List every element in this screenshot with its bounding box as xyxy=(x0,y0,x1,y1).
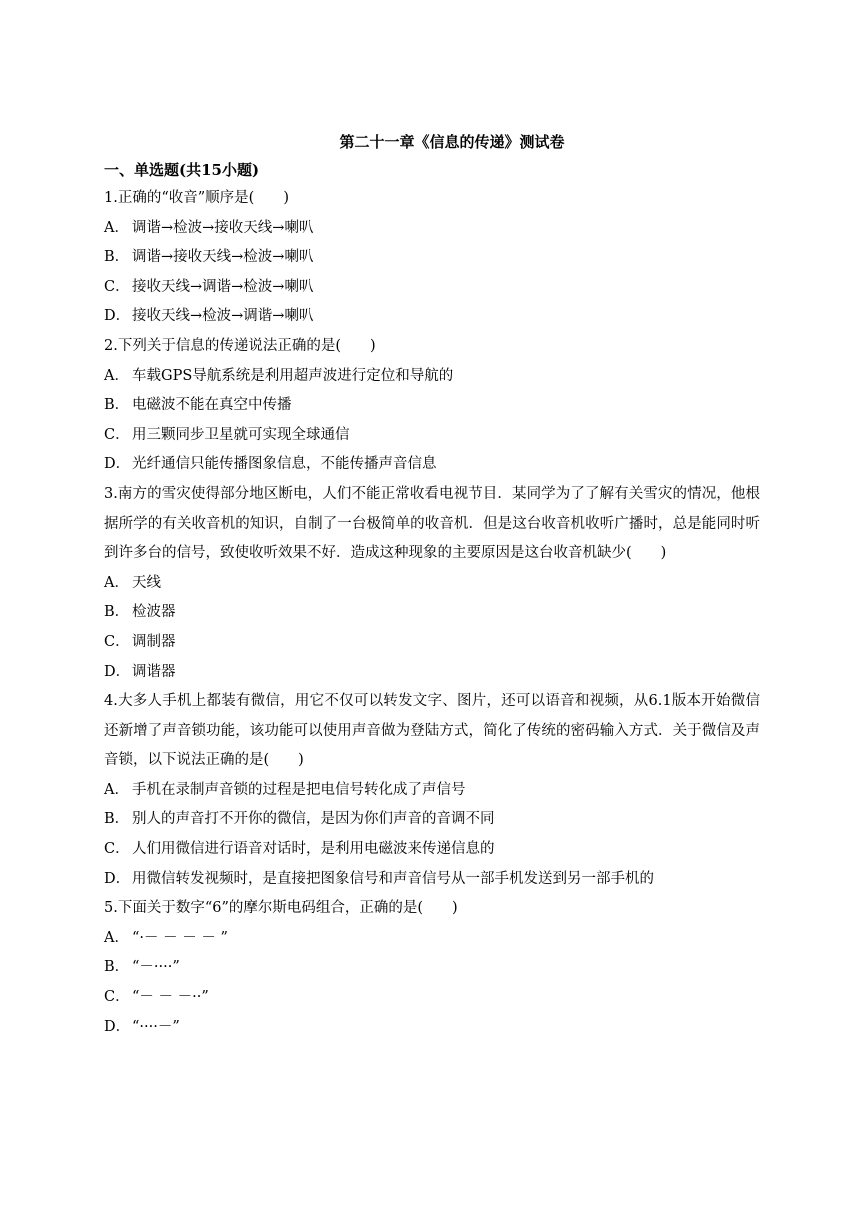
option-text: 车载GPS导航系统是利用超声波进行定位和导航的 xyxy=(132,367,454,384)
option-text: 用微信转发视频时，是直接把图象信号和声音信号从一部手机发送到另一部手机的 xyxy=(132,870,654,887)
question-3-option-a xyxy=(104,569,760,599)
option-text: 电磁波不能在真空中传播 xyxy=(132,397,292,414)
question-1-option-c xyxy=(104,273,760,303)
question-5-stem: 5.下面关于数字“6”的摩尔斯电码组合，正确的是( ) xyxy=(104,900,458,917)
option-letter: C． xyxy=(104,841,130,858)
option-letter: A． xyxy=(104,574,129,591)
option-letter: B． xyxy=(104,397,130,414)
question-2-stem: 2.下列关于信息的传递说法正确的是( ) xyxy=(104,337,376,354)
option-text: 光纤通信只能传播图象信息，不能传播声音信息 xyxy=(132,456,437,473)
option-letter: D． xyxy=(104,870,131,887)
option-letter: B． xyxy=(104,959,130,976)
option-letter: B． xyxy=(104,604,130,621)
option-text: “－····” xyxy=(132,959,180,976)
option-text: 检波器 xyxy=(132,604,176,621)
question-4-option-b xyxy=(104,805,760,835)
question-2-option-b xyxy=(104,391,760,421)
question-5-option-d xyxy=(104,1013,760,1043)
option-letter: D． xyxy=(104,663,131,680)
question-3-option-c xyxy=(104,628,760,658)
question-1-option-a xyxy=(104,214,760,244)
option-letter: A． xyxy=(104,367,129,384)
question-1-option-d xyxy=(104,302,760,332)
option-letter: D． xyxy=(104,308,131,325)
question-1-stem: 1.正确的“收音”顺序是( ) xyxy=(104,190,289,206)
question-3-option-b xyxy=(104,598,760,628)
question-4-option-c xyxy=(104,835,760,865)
option-text: 手机在录制声音锁的过程是把电信号转化成了声信号 xyxy=(132,781,466,798)
question-5-option-a xyxy=(104,924,760,954)
option-text: 调制器 xyxy=(132,633,176,650)
option-text: 人们用微信进行语音对话时，是利用电磁波来传递信息的 xyxy=(132,841,495,858)
option-text: “·－ － － － ” xyxy=(132,929,228,946)
option-text: 接收天线→调谐→检波→喇叭 xyxy=(132,278,314,295)
option-letter: C． xyxy=(104,633,130,650)
section-heading: 一、单选题(共15小题) xyxy=(104,161,260,179)
question-3-option-d xyxy=(104,658,760,688)
option-letter: C． xyxy=(104,989,130,1006)
option-letter: D． xyxy=(104,456,131,473)
option-text: 调谐→检波→接收天线→喇叭 xyxy=(132,219,314,236)
question-4-option-a xyxy=(104,776,760,806)
question-2-option-a xyxy=(104,362,760,392)
option-letter: A． xyxy=(104,929,129,946)
document-title: 第二十一章《信息的传递》测试卷 xyxy=(339,133,565,151)
option-letter: C． xyxy=(104,426,130,443)
option-text: 调谐→接收天线→检波→喇叭 xyxy=(132,249,314,266)
option-text: 天线 xyxy=(132,574,161,591)
option-text: 接收天线→检波→调谐→喇叭 xyxy=(132,308,314,325)
question-5-option-c xyxy=(104,983,760,1013)
option-text: “－ － －··” xyxy=(132,989,209,1006)
option-letter: A． xyxy=(104,781,129,798)
option-letter: C． xyxy=(104,278,130,295)
question-2-option-c xyxy=(104,421,760,451)
question-4-stem: 4.大多人手机上都装有微信，用它不仅可以转发文字、图片，还可以语音和视频，从6.1版本开始微信还新增了声音锁功能，该功能可以使用声音做为登陆方式，简化了传统的密码输入方式．关于微信及声音锁，以下说法正确的是( ) xyxy=(104,693,760,769)
option-letter: A． xyxy=(104,219,129,236)
option-letter: D． xyxy=(104,1018,131,1035)
question-5-option-b xyxy=(104,953,760,983)
question-2-option-d xyxy=(104,450,760,480)
option-text: 用三颗同步卫星就可实现全球通信 xyxy=(132,426,350,443)
option-letter: B． xyxy=(104,811,130,828)
question-4-option-d xyxy=(104,865,760,895)
question-3-stem: 3.南方的雪灾使得部分地区断电，人们不能正常收看电视节目．某同学为了了解有关雪灾的情况，他根据所学的有关收音机的知识，自制了一台极简单的收音机．但是这台收音机收听广播时，总是能同时听到许多台的信号，致使收听效果不好．造成这种现象的主要原因是这台收音机缺少( ) xyxy=(104,485,760,562)
option-text: 别人的声音打不开你的微信，是因为你们声音的音调不同 xyxy=(132,811,495,828)
option-text: 调谐器 xyxy=(132,663,176,680)
question-1-option-b xyxy=(104,243,760,273)
option-text: “····－” xyxy=(132,1018,180,1035)
option-letter: B． xyxy=(104,249,130,266)
